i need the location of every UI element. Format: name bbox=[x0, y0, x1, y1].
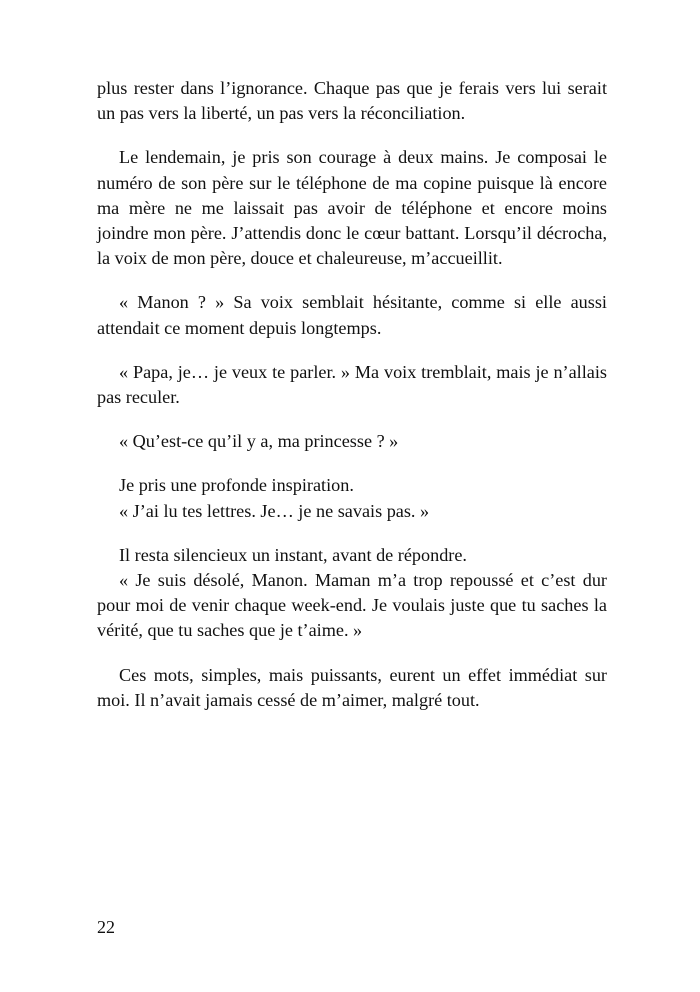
paragraph-block bbox=[97, 663, 607, 713]
paragraph-block bbox=[97, 145, 607, 271]
paragraph-line: plus rester dans l’ignorance. Chaque pas que je ferais vers lui serait un pas vers la liberté, un pas vers la réconciliation. bbox=[97, 78, 607, 124]
paragraph-line: « Qu’est-ce qu’il y a, ma princesse ? » bbox=[119, 431, 399, 452]
paragraph-block bbox=[97, 543, 607, 644]
paragraph-line: Je pris une profonde inspiration. bbox=[119, 475, 354, 496]
paragraph-line: Ces mots, simples, mais puissants, eurent un effet immédiat sur moi. Il n’avait jamais cessé de m’aimer, malgré tout. bbox=[97, 664, 607, 710]
page-body bbox=[97, 76, 607, 732]
paragraph-line: « Je suis désolé, Manon. Maman m’a trop repoussé et c’est dur pour moi de venir chaque week-end. Je voulais juste que tu saches la vérité, que tu saches que je t’aime. » bbox=[97, 570, 607, 641]
page-number: 22 bbox=[97, 917, 115, 937]
paragraph-block bbox=[97, 429, 607, 454]
paragraph-block bbox=[97, 473, 607, 523]
paragraph-block bbox=[97, 360, 607, 410]
paragraph-line: « Manon ? » Sa voix semblait hésitante, comme si elle aussi attendait ce moment depuis longtemps. bbox=[97, 292, 607, 338]
paragraph-block bbox=[97, 290, 607, 340]
paragraph-line: « Papa, je… je veux te parler. » Ma voix tremblait, mais je n’allais pas reculer. bbox=[97, 361, 607, 408]
paragraph-line: « J’ai lu tes lettres. Je… je ne savais pas. » bbox=[119, 500, 430, 521]
paragraph-block bbox=[97, 76, 607, 126]
paragraph-line: Il resta silencieux un instant, avant de répondre. bbox=[119, 544, 467, 565]
paragraph-line: Le lendemain, je pris son courage à deux mains. Je composai le numéro de son père sur le téléphone de ma copine puisque là encore ma mère ne me laissait pas avoir de téléphone et encore moins joindre mon père. J’attendis donc le cœur battant. Lorsqu’il décrocha, la voix de mon père, douce et chaleureuse, m’accueillit. bbox=[97, 147, 607, 269]
